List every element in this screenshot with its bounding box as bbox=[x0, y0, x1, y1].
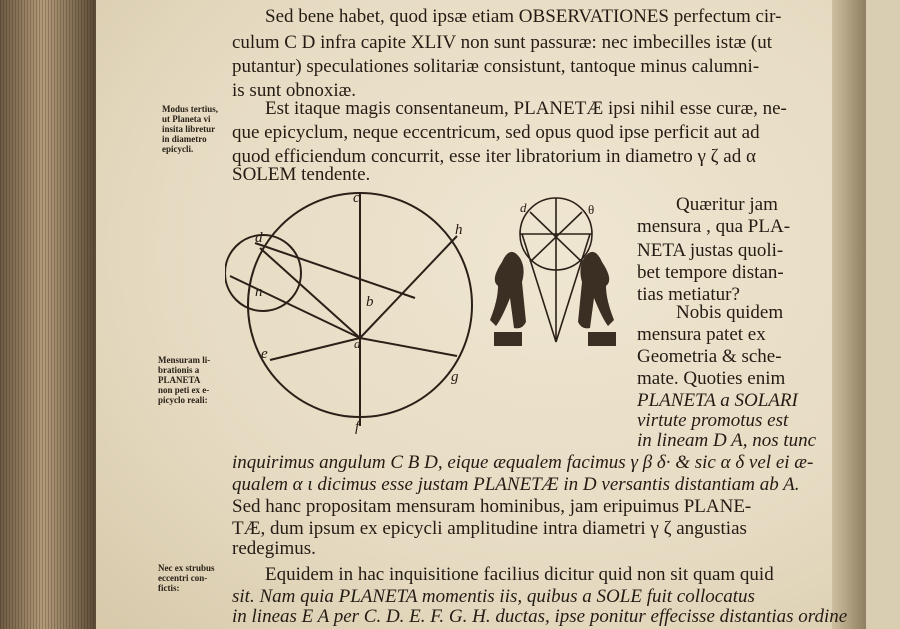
text-line: Quæritur jam bbox=[676, 194, 778, 215]
label-b: b bbox=[366, 294, 374, 310]
woodcut-label-theta: θ bbox=[588, 202, 595, 217]
text-line: in lineam D A, nos tunc bbox=[637, 430, 817, 451]
text-line: mensura , qua PLA- bbox=[637, 216, 791, 237]
woodcut-label-d: d bbox=[520, 200, 527, 215]
margin-note-nec: Nec ex strubus eccentri con- fictis: bbox=[158, 563, 215, 593]
text-line: virtute promotus est bbox=[637, 410, 789, 431]
text-line: mensura patet ex bbox=[637, 324, 766, 345]
text-line: Nobis quidem bbox=[676, 302, 784, 323]
text-line: PLANETA a SOLARI bbox=[637, 390, 798, 411]
text-line: in lineas E A per C. D. E. F. G. H. ductas, ipse ponitur effecisse distantias ordine bbox=[232, 606, 848, 627]
line-d-x bbox=[230, 276, 360, 338]
label-c: c bbox=[353, 190, 360, 206]
margin-note-modus: Modus tertius, ut Planeta vi insita libretur in diametro epicycli. bbox=[162, 104, 218, 154]
text-line: Sed hanc propositam mensuram hominibus, jam eripuimus PLANE- bbox=[232, 496, 752, 517]
text-line: sit. Nam quia PLANETA momentis iis, quibus a SOLE fuit collocatus bbox=[232, 586, 755, 607]
text-line: Geometria & sche- bbox=[637, 346, 782, 367]
label-d: d bbox=[255, 230, 263, 246]
text-line: inquirimus angulum C B D, eique æqualem facimus γ β δ· & sic α δ vel ei æ- bbox=[232, 452, 814, 473]
label-a: a bbox=[354, 336, 361, 351]
line-top bbox=[255, 243, 415, 298]
text-line: qualem α ι dicimus esse justam PLANETÆ in D versantis distantiam ab A. bbox=[232, 474, 800, 495]
page-edges bbox=[0, 0, 96, 629]
text-line: TÆ, dum ipsum ex epicycli amplitudine intra diametri γ ζ angustias bbox=[232, 518, 747, 539]
epicycle-diagram bbox=[225, 188, 480, 453]
text-line: Est itaque magis consentaneum, PLANETÆ ipsi nihil esse curæ, ne- bbox=[265, 98, 787, 119]
margin-note-mensuram: Mensuram li- brationis a PLANETA non peti ex e- picyclo reali: bbox=[158, 355, 211, 405]
line-g-a bbox=[360, 338, 457, 356]
page-gutter-shadow bbox=[832, 0, 866, 629]
text-line: que epicyclum, neque eccentricum, sed opus quod ipse perficit aut ad bbox=[232, 122, 760, 143]
text-line: Equidem in hac inquisitione facilius dicitur quid non sit quam quid bbox=[265, 564, 774, 585]
label-e: e bbox=[261, 346, 268, 362]
text-line: NETA justas quoli- bbox=[637, 240, 784, 261]
text-line: bet tempore distan- bbox=[637, 262, 784, 283]
label-g: g bbox=[451, 369, 459, 385]
text-line: quod efficiendum concurrit, esse iter libratorium in diametro γ ζ ad α bbox=[232, 146, 756, 167]
label-f: f bbox=[355, 419, 360, 435]
left-figure-silhouette bbox=[490, 252, 526, 329]
right-figure-silhouette bbox=[578, 252, 614, 329]
text-line: mate. Quoties enim bbox=[637, 368, 786, 389]
label-h: h bbox=[455, 222, 463, 238]
line-e-a bbox=[270, 338, 360, 360]
text-line: redegimus. bbox=[232, 538, 316, 559]
text-line: is sunt obnoxiæ. bbox=[232, 80, 357, 101]
text-line: putantur) speculationes solitariæ consistunt, tantoque minus calumni- bbox=[232, 56, 760, 77]
text-line: SOLEM tendente. bbox=[232, 164, 371, 185]
text-line: Sed bene habet, quod ipsæ etiam OBSERVATIONES perfectum cir- bbox=[265, 6, 782, 27]
text-line: tias metiatur? bbox=[637, 284, 740, 305]
line-h-a bbox=[360, 236, 457, 338]
text-line: culum C D infra capite XLIV non sunt passuræ: nec imbecilles istæ (ut bbox=[232, 32, 772, 53]
label-n: n bbox=[255, 284, 263, 300]
woodcut-libration-figure bbox=[490, 192, 622, 350]
